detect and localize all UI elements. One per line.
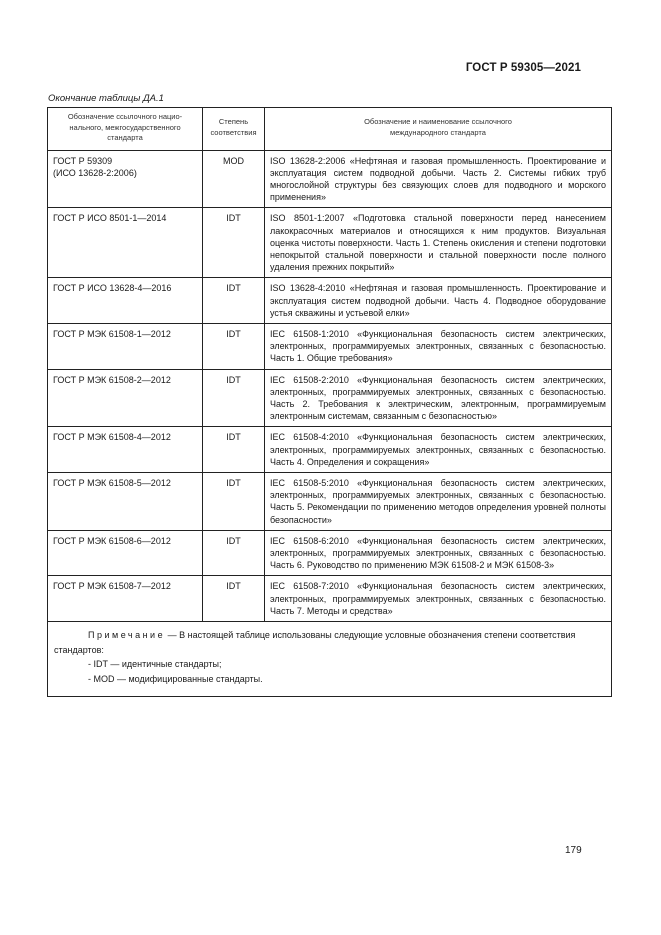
note-row — [48, 622, 612, 697]
cell-degree: IDT — [203, 369, 265, 427]
table-row — [48, 323, 612, 369]
cell-international-standard: ISO 13628-4:2010 «Нефтяная и газовая промышленность. Проектирование и эксплуатация систем подводной добычи. Часть 4. Подводное оборудование устья скважины и устьевой елки» — [265, 278, 612, 324]
table-row — [48, 576, 612, 622]
cell-national-standard: ГОСТ Р МЭК 61508-6—2012 — [48, 530, 203, 576]
cell-international-standard: IEC 61508-5:2010 «Функциональная безопасность систем электрических, электронных, программируемых электронных, связанных с безопасностью. Часть 5. Рекомендации по применению методов определения уровней полноты безопасности» — [265, 472, 612, 530]
table-caption: Окончание таблицы ДА.1 — [48, 93, 164, 104]
note-item-idt: - IDT — идентичные стандарты; — [88, 659, 222, 669]
cell-national-standard: ГОСТ Р 59309 (ИСО 13628-2:2006) — [48, 150, 203, 208]
table-row — [48, 530, 612, 576]
cell-degree: IDT — [203, 530, 265, 576]
header-degree: Степень соответствия — [203, 108, 265, 151]
note-label: Примечание — [88, 630, 166, 640]
cell-national-standard: ГОСТ Р МЭК 61508-2—2012 — [48, 369, 203, 427]
page-number: 179 — [565, 845, 582, 856]
cell-international-standard: ISO 13628-2:2006 «Нефтяная и газовая промышленность. Проектирование и эксплуатация систем подводной добычи. Часть 2. Системы гибких труб многослойной структуры без связующих слоев для подводного и морского применения» — [265, 150, 612, 208]
cell-international-standard: IEC 61508-2:2010 «Функциональная безопасность систем электрических, электронных, программируемых электронных, связанных с безопасностью. Часть 2. Требования к электрическим, электронным, программируемым электронным системам, связанным с безопасностью» — [265, 369, 612, 427]
cell-national-standard: ГОСТ Р ИСО 13628-4—2016 — [48, 278, 203, 324]
cell-degree: IDT — [203, 323, 265, 369]
note-text: — В настоящей таблице использованы следующие условные обозначения степени соответствия стандартов: — [54, 630, 576, 655]
cell-national-standard: ГОСТ Р МЭК 61508-4—2012 — [48, 427, 203, 473]
table-row — [48, 427, 612, 473]
table-row — [48, 369, 612, 427]
cell-national-standard: ГОСТ Р МЭК 61508-1—2012 — [48, 323, 203, 369]
table-row — [48, 472, 612, 530]
note-paragraph — [54, 628, 605, 657]
header-international-standard: Обозначение и наименование ссылочного международного стандарта — [265, 108, 612, 151]
cell-degree: MOD — [203, 150, 265, 208]
cell-international-standard: IEC 61508-4:2010 «Функциональная безопасность систем электрических, электронных, программируемых электронных, связанных с безопасностью. Часть 4. Определения и сокращения» — [265, 427, 612, 473]
cell-international-standard: IEC 61508-7:2010 «Функциональная безопасность систем электрических, электронных, программируемых электронных, связанных с безопасностью. Часть 7. Методы и средства» — [265, 576, 612, 622]
table-row — [48, 278, 612, 324]
cell-national-standard: ГОСТ Р МЭК 61508-5—2012 — [48, 472, 203, 530]
table-header-row — [48, 108, 612, 151]
note-cell — [48, 622, 612, 697]
standards-table — [47, 107, 612, 697]
cell-degree: IDT — [203, 208, 265, 278]
cell-international-standard: ISO 8501-1:2007 «Подготовка стальной поверхности перед нанесением лакокрасочных материалов и относящихся к ним продуктов. Визуальная оценка чистоты поверхности. Часть 1. Степень окисления и степени подготовки непокрытой стальной поверхности и стальной поверхности после полного удаления прежних покрытий» — [265, 208, 612, 278]
note-item-mod: - MOD — модифицированные стандарты. — [88, 673, 263, 684]
cell-international-standard: IEC 61508-6:2010 «Функциональная безопасность систем электрических, электронных, программируемых электронных, связанных с безопасностью. Часть 6. Руководство по применению МЭК 61508-2 и МЭК 61508-3» — [265, 530, 612, 576]
cell-degree: IDT — [203, 278, 265, 324]
document-number: ГОСТ Р 59305—2021 — [465, 62, 581, 74]
cell-national-standard: ГОСТ Р МЭК 61508-7—2012 — [48, 576, 203, 622]
cell-degree: IDT — [203, 472, 265, 530]
header-national-standard: Обозначение ссылочного нацио- нального, межгосударственного стандарта — [48, 108, 203, 151]
cell-degree: IDT — [203, 427, 265, 473]
table-row — [48, 208, 612, 278]
cell-international-standard: IEC 61508-1:2010 «Функциональная безопасность систем электрических, электронных, программируемых электронных, связанных с безопасностью. Часть 1. Общие требования» — [265, 323, 612, 369]
cell-degree: IDT — [203, 576, 265, 622]
table-row — [48, 150, 612, 208]
cell-national-standard: ГОСТ Р ИСО 8501-1—2014 — [48, 208, 203, 278]
